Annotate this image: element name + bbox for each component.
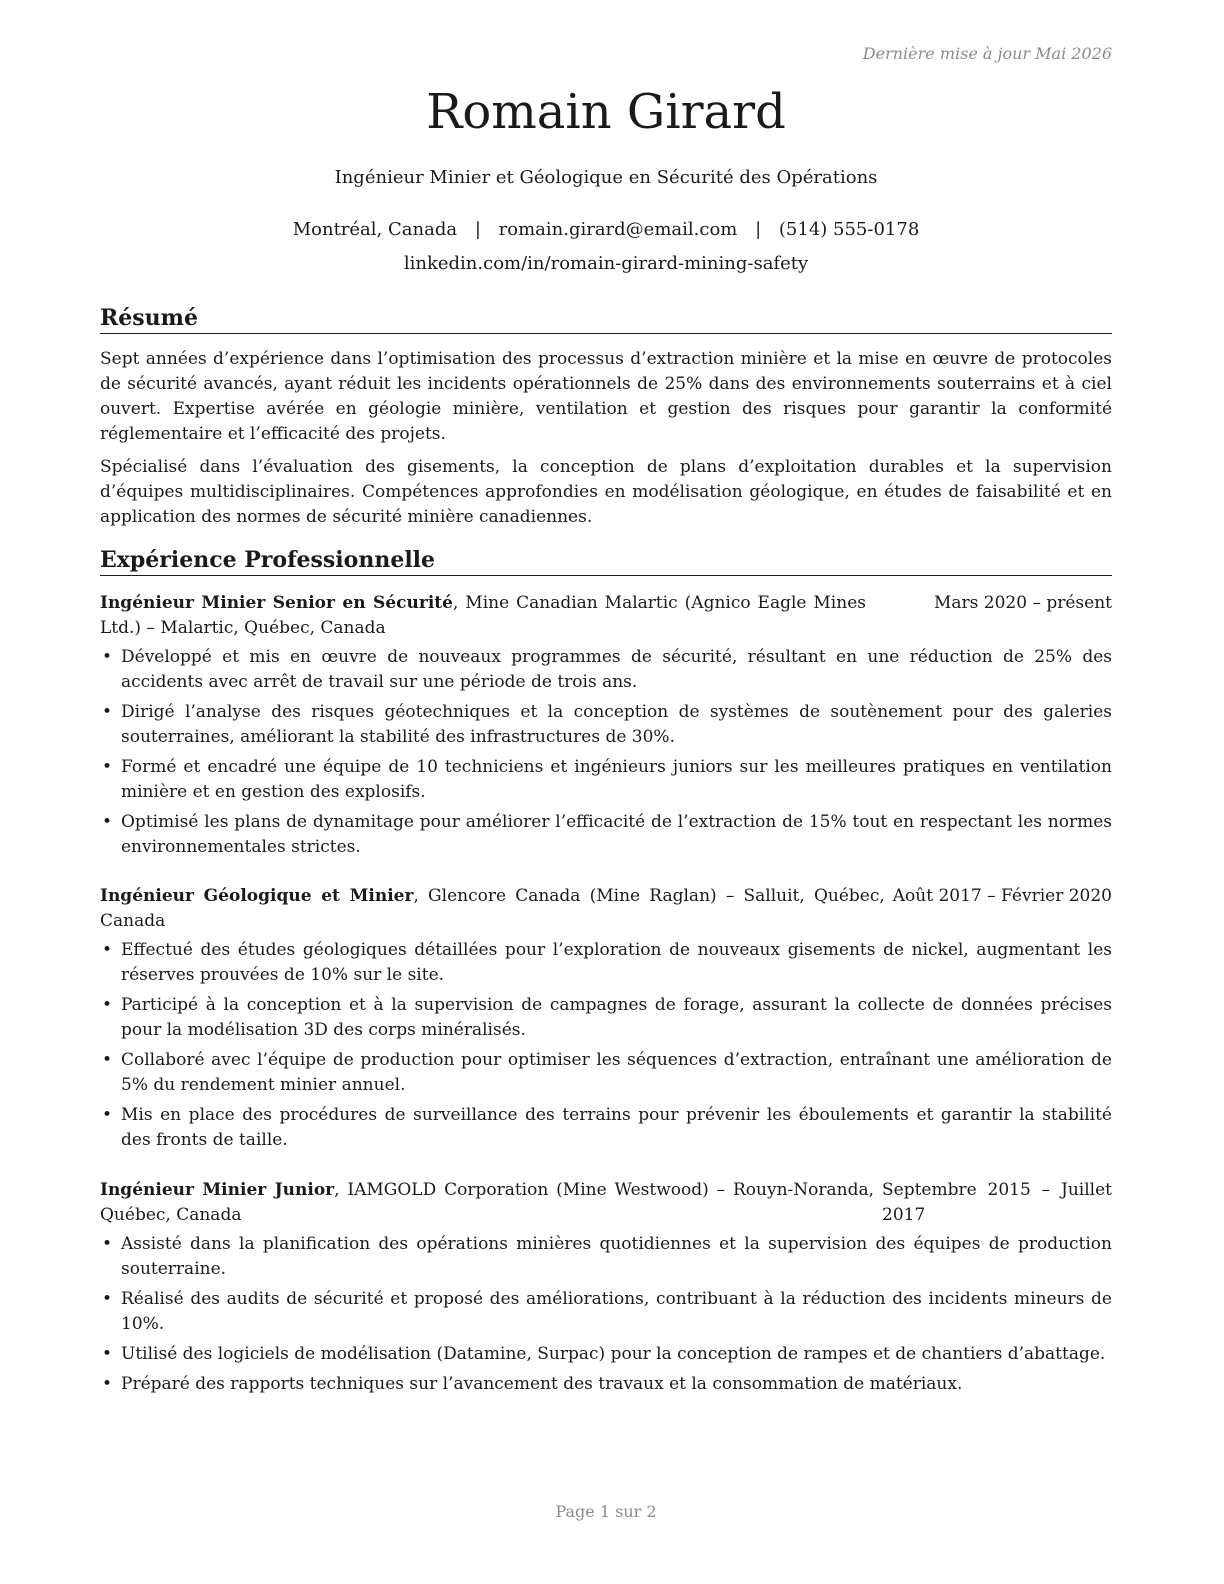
- list-item: • Optimisé les plans de dynamitage pour améliorer l’efficacité de l’extraction de 15% tout en respectant les normes environnementales strictes.: [100, 810, 1112, 860]
- job-bullets: [100, 1232, 1112, 1397]
- job-header: [100, 1178, 1112, 1228]
- list-item: • Participé à la conception et à la supervision de campagnes de forage, assurant la collecte de données précises pour la modélisation 3D des corps minéralisés.: [100, 993, 1112, 1043]
- job-details: , Mine Canadian Malartic (Agnico Eagle Mines Ltd.) – Malartic, Québec, Canada: [100, 593, 866, 638]
- job-dates: Mars 2020 – présent: [933, 593, 1112, 613]
- linkedin-link[interactable]: linkedin.com/in/romain-girard-mining-safety: [403, 253, 809, 274]
- resume-page: [100, 0, 1112, 1584]
- job-entry: [100, 591, 1112, 865]
- list-item: • Formé et encadré une équipe de 10 techniciens et ingénieurs juniors sur les meilleures pratiques en ventilation minière et en gestion des explosifs.: [100, 755, 1112, 805]
- job-header: [100, 591, 1112, 641]
- job-bullets: [100, 938, 1112, 1153]
- list-item: • Effectué des études géologiques détaillées pour l’exploration de nouveaux gisements de nickel, augmentant les réserves prouvées de 10% sur le site.: [100, 938, 1112, 988]
- job-title: Ingénieur Minier Junior: [100, 1180, 335, 1200]
- contact-line: [100, 219, 1112, 240]
- contact-email[interactable]: romain.girard@email.com: [498, 219, 738, 240]
- job-bullets: [100, 645, 1112, 860]
- job-heading: [100, 591, 926, 641]
- job-header: [100, 884, 1112, 934]
- summary-heading: Résumé: [100, 306, 1112, 334]
- job-details: , Glencore Canada (Mine Raglan) – Salluit, Québec, Canada: [100, 886, 885, 931]
- candidate-name: Romain Girard: [426, 84, 786, 140]
- experience-heading: Expérience Professionnelle: [100, 548, 1112, 576]
- job-entry: [100, 1178, 1112, 1402]
- list-item: • Développé et mis en œuvre de nouveaux programmes de sécurité, résultant en une réduction de 25% des accidents avec arrêt de travail sur une période de trois ans.: [100, 645, 1112, 695]
- list-item: • Préparé des rapports techniques sur l’avancement des travaux et la consommation de matériaux.: [100, 1372, 1112, 1397]
- list-item: • Dirigé l’analyse des risques géotechniques et la conception de systèmes de soutènement pour des galeries souterraines, améliorant la stabilité des infrastructures de 30%.: [100, 700, 1112, 750]
- contact-phone: (514) 555-0178: [778, 219, 920, 240]
- job-heading: [100, 1178, 874, 1228]
- job-entry: [100, 884, 1112, 1158]
- contact-separator: |: [755, 219, 762, 240]
- list-item: • Collaboré avec l’équipe de production pour optimiser les séquences d’extraction, entraînant une amélioration de 5% du rendement minier annuel.: [100, 1048, 1112, 1098]
- job-title: Ingénieur Géologique et Minier: [100, 886, 414, 906]
- summary-paragraph: Sept années d’expérience dans l’optimisation des processus d’extraction minière et la mise en œuvre de protocoles de sécurité avancés, ayant réduit les incidents opérationnels de 25% dans des environnements souterrains et à ciel ouvert. Expertise avérée en géologie minière, ventilation et gestion des risques pour garantir la conformité réglementaire et l’efficacité des projets.: [100, 349, 1112, 444]
- page-number: Page 1 sur 2: [555, 1502, 657, 1521]
- job-dates: Septembre 2015 – Juillet 2017: [882, 1180, 1112, 1225]
- summary-paragraph: Spécialisé dans l’évaluation des gisements, la conception de plans d’exploitation durables et la supervision d’équipes multidisciplinaires. Compétences approfondies en modélisation géologique, en études de faisabilité et en application des normes de sécurité minière canadiennes.: [100, 457, 1112, 527]
- job-title: Ingénieur Minier Senior en Sécurité: [100, 593, 453, 613]
- last-updated-note: Dernière mise à jour Mai 2026: [862, 44, 1112, 63]
- job-details: , IAMGOLD Corporation (Mine Westwood) – Rouyn-Noranda, Québec, Canada: [100, 1180, 875, 1225]
- job-heading: [100, 884, 885, 934]
- candidate-title: Ingénieur Minier et Géologique en Sécurité des Opérations: [334, 167, 878, 188]
- list-item: • Réalisé des audits de sécurité et proposé des améliorations, contribuant à la réduction des incidents mineurs de 10%.: [100, 1287, 1112, 1337]
- list-item: • Utilisé des logiciels de modélisation (Datamine, Surpac) pour la conception de rampes et de chantiers d’abattage.: [100, 1342, 1112, 1367]
- list-item: • Mis en place des procédures de surveillance des terrains pour prévenir les éboulements et garantir la stabilité des fronts de taille.: [100, 1103, 1112, 1153]
- list-item: • Assisté dans la planification des opérations minières quotidiennes et la supervision des équipes de production souterraine.: [100, 1232, 1112, 1282]
- contact-location: Montréal, Canada: [292, 219, 458, 240]
- job-dates: Août 2017 – Février 2020: [892, 886, 1112, 906]
- contact-separator: |: [474, 219, 481, 240]
- summary-section: [100, 347, 1112, 538]
